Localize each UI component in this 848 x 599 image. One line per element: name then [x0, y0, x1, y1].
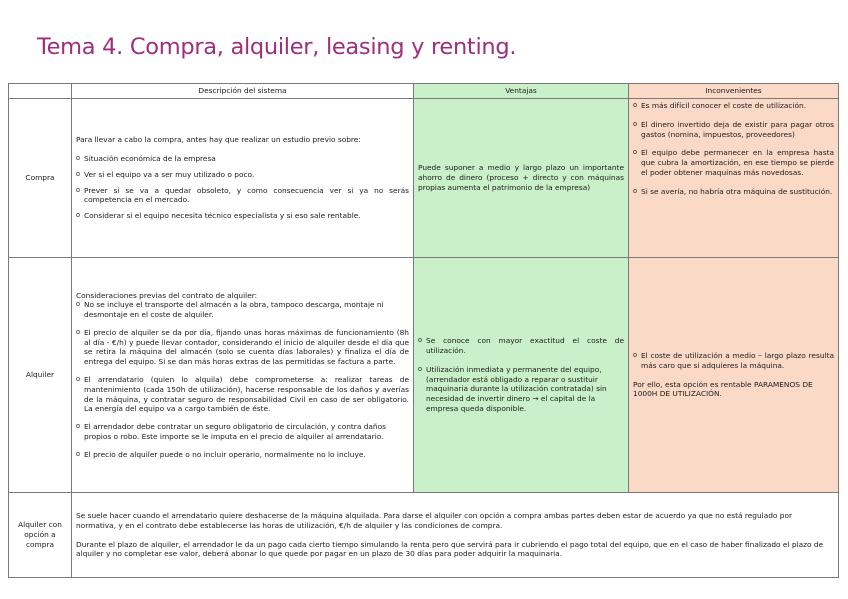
- list-item: o El coste de utilización a medio – largo plazo resulta más caro que si adquieres la máquina.: [633, 351, 834, 371]
- comparison-table: [8, 83, 839, 578]
- header-empty: [9, 84, 72, 99]
- header-disadvantages: Inconvenientes: [629, 84, 839, 99]
- opcion-description: [72, 493, 839, 578]
- compra-disadvantages: [629, 99, 839, 258]
- row-compra: [9, 99, 839, 258]
- opcion-paragraph-2: Durante el plazo de alquiler, el arrendador le da un pago cada cierto tiempo simulando la renta pero que servirá para ir cubriendo el pago total del equipo, que en el caso de haber finalizado el plazo de alquiler y no completar ese valor, deberá abonar lo que quede por pagar en un plazo de 30 días para poder adquirir la maquinaria.: [76, 539, 824, 559]
- opcion-paragraph-1: Se suele hacer cuando el arrendatario quiere deshacerse de la máquina alquilada. Para darse el alquiler con opción a compra ambas partes deben estar de acuerdo ya que no está regulado por normativa, y en el contrato debe establecerse las horas de utilización, €/h de alquiler y las condiciones de compra.: [76, 510, 793, 530]
- row-opcion-compra: [9, 493, 839, 578]
- list-item: o El precio de alquiler se da por día, fijando unas horas máximas de funcionamiento (8h al día - €/h) y puede llevar contador, considerando el inicio de alquiler desde el día que se retira la máquina del almacén (solo se cuenta días laborales) y finaliza el día de entrega del equipo. Si se dan más horas extras de las permitidas se factura a parte.: [76, 328, 409, 367]
- list-item: o El arrendatario (quien lo alquila) debe comprometerse a: realizar tareas de mantenimiento (cada 150h de utilización), hacerse responsable de los daños y averías de la máquina, y contratar seguro de responsabilidad Civil en caso de ser obligatorio. La energía del equipo va a cargo también de éste.: [76, 375, 409, 414]
- alquiler-note: Por ello, esta opción es rentable PARAMENOS DE 1000H DE UTILIZACIÓN.: [633, 379, 813, 399]
- compra-intro: Para llevar a cabo la compra, antes hay que realizar un estudio previo sobre:: [76, 135, 361, 145]
- page-title: Tema 4. Compra, alquiler, leasing y renting.: [37, 34, 517, 60]
- list-item: o Es más difícil conocer el coste de utilización.: [633, 101, 834, 111]
- list-item: o Utilización inmediata y permanente del equipo, (arrendador está obligado a reparar o sustituir maquinaria durante la utilización contratada) sin necesidad de invertir dinero → el capital de la empresa queda disponible.: [418, 365, 624, 414]
- list-item: o El arrendador debe contratar un seguro obligatorio de circulación, y contra daños propios o robo. Este importe se le imputa en el precio de alquiler al arrendatario.: [76, 422, 409, 442]
- row-label-opcion: Alquiler con opción a compra: [9, 493, 72, 578]
- row-alquiler: [9, 258, 839, 493]
- header-advantages: Ventajas: [414, 84, 629, 99]
- header-description: Descripción del sistema: [72, 84, 414, 99]
- row-label-alquiler: Alquiler: [9, 258, 72, 493]
- alquiler-advantages: [414, 258, 629, 493]
- list-item: o Situación económica de la empresa: [76, 154, 409, 164]
- compra-advantages: [414, 99, 629, 258]
- alquiler-description: [72, 258, 414, 493]
- list-item: o El equipo debe permanecer en la empresa hasta que cubra la amortización, en ese tiempo se pierde el poder obtener maquinas más novedosas.: [633, 148, 834, 177]
- advantage-text: Puede suponer a medio y largo plazo un importante ahorro de dinero (proceso + directo y con máquinas propias aumenta el patrimonio de la empresa): [418, 163, 624, 192]
- alquiler-disadvantages: [629, 258, 839, 493]
- header-row: [9, 84, 839, 99]
- list-item: o El precio de alquiler puede o no incluir operario, normalmente no lo incluye.: [76, 450, 409, 460]
- list-item: o Considerar si el equipo necesita técnico especialista y si eso sale rentable.: [76, 211, 409, 221]
- list-item: o Ver si el equipo va a ser muy utilizado o poco.: [76, 170, 409, 180]
- compra-description: [72, 99, 414, 258]
- list-item: o Prever si se va a quedar obsoleto, y como consecuencia ver si ya no serás competencia en el mercado.: [76, 186, 409, 206]
- list-item: o Si se avería, no habría otra máquina de sustitución.: [633, 187, 834, 197]
- row-label-compra: Compra: [9, 99, 72, 258]
- alquiler-intro: Consideraciones previas del contrato de alquiler:: [76, 290, 258, 300]
- list-item: o Se conoce con mayor exactitud el coste de utilización.: [418, 336, 624, 356]
- list-item: o El dinero invertido deja de existir para pagar otros gastos (nomina, impuestos, proveedores): [633, 120, 834, 140]
- list-item: o No se incluye el transporte del almacén a la obra, tampoco descarga, montaje ni desmontaje en el coste de alquiler.: [76, 300, 409, 320]
